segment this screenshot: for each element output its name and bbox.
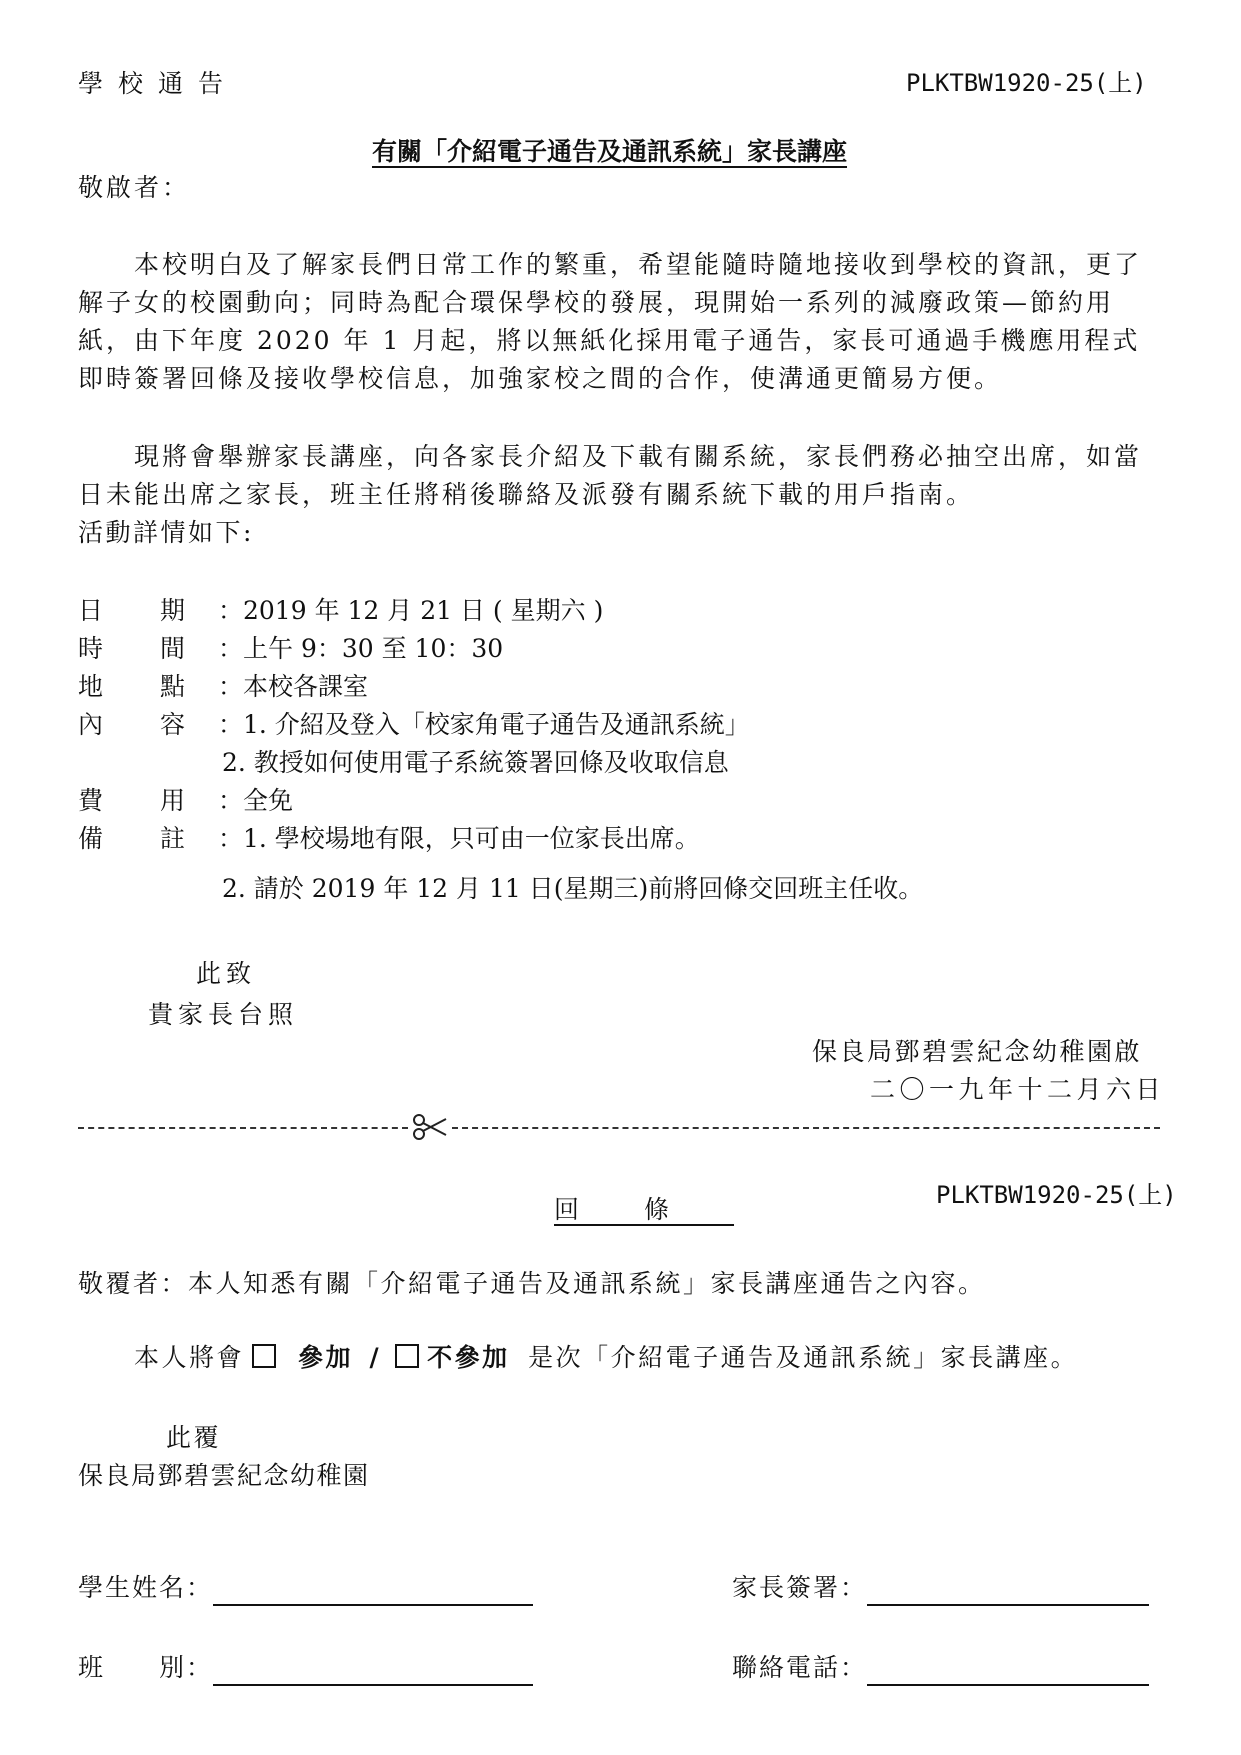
detail-remark-1: ：1. 學校場地有限，只可由一位家長出席。 [218, 824, 700, 853]
closing-zhi: 此致 [196, 959, 257, 988]
detail-place-value: ：本校各課室 [218, 672, 369, 701]
scissors-icon [412, 1113, 448, 1141]
class-label: 班 別： [78, 1653, 214, 1682]
phone-label: 聯絡電話： [732, 1653, 868, 1682]
notice-header-label: 學校通告 [78, 69, 239, 98]
phone-input[interactable] [867, 1654, 1149, 1686]
detail-place: 地 點 ：本校各課室 [78, 672, 369, 701]
not-attend-label: 不參加 [427, 1343, 510, 1372]
reply-reference: PLKTBW1920-25(上) [936, 1181, 1177, 1209]
detail-remarks: 備 註 ：1. 學校場地有限，只可由一位家長出席。 [78, 824, 700, 853]
not-attend-checkbox[interactable] [395, 1344, 419, 1368]
detail-date-value: ：2019 年 12 月 21 日 ( 星期六 ) [218, 596, 604, 625]
attendance-separator: / [369, 1343, 382, 1372]
salutation: 敬啟者： [78, 173, 191, 202]
details-intro: 活動詳情如下: [78, 518, 254, 547]
notice-reference: PLKTBW1920-25(上) [906, 69, 1147, 97]
student-name-input[interactable] [213, 1574, 533, 1606]
parent-sign-input[interactable] [867, 1574, 1149, 1606]
cut-line [78, 1113, 1160, 1143]
detail-fee: 費 用 ：全免 [78, 786, 294, 815]
detail-content-item-2: 2. 教授如何使用電子系統簽署回條及收取信息 [222, 748, 729, 777]
reply-statement: 敬覆者：本人知悉有關「介紹電子通告及通訊系統」家長講座通告之內容。 [78, 1269, 986, 1298]
reply-title: 回條 [554, 1195, 735, 1224]
detail-remark-2: 2. 請於 2019 年 12 月 11 日(星期三)前將回條交回班主任收。 [222, 874, 924, 903]
signature-date: 二〇一九年十二月六日 [870, 1075, 1166, 1104]
attend-checkbox[interactable] [252, 1344, 276, 1368]
reply-will-suffix: 是次「介紹電子通告及通訊系統」家長講座。 [528, 1343, 1079, 1372]
reply-school: 保良局鄧碧雲紀念幼稚園 [78, 1461, 370, 1490]
class-input[interactable] [213, 1654, 533, 1686]
student-name-label: 學生姓名： [78, 1573, 214, 1602]
detail-date: 日 期 ：2019 年 12 月 21 日 ( 星期六 ) [78, 596, 604, 625]
closing-addressee: 貴家長台照 [148, 1000, 299, 1029]
paragraph-intro: 本校明白及了解家長們日常工作的繁重，希望能隨時隨地接收到學校的資訊，更了解子女的校園動向；同時為配合環保學校的發展，現開始一系列的減廢政策—節約用紙，由下年度 2020 年 1 月起，將以無紙化採用電子通告，家長可通過手機應用程式即時簽署回條及接收學校信息，加強家校之間的合作，使溝通更簡易方便。 [78, 250, 1143, 393]
detail-time: 時 間 ：上午 9：30 至 10：30 [78, 634, 504, 663]
phone-field [732, 1650, 1149, 1686]
student-name-field [78, 1570, 533, 1606]
detail-content: 內 容 ：1. 介紹及登入「校家角電子通告及通訊系統」 [78, 710, 750, 739]
detail-fee-value: ：全免 [218, 786, 294, 815]
parent-sign-field [732, 1570, 1149, 1606]
reply-closing: 此覆 [166, 1423, 222, 1452]
reply-will-prefix: 本人將會 [134, 1343, 245, 1372]
parent-sign-label: 家長簽署： [732, 1573, 868, 1602]
class-field [78, 1650, 533, 1686]
detail-content-item-1: ：1. 介紹及登入「校家角電子通告及通訊系統」 [218, 710, 750, 739]
detail-time-value: ：上午 9：30 至 10：30 [218, 634, 504, 663]
paragraph-seminar: 現將會舉辦家長講座，向各家長介紹及下載有關系統，家長們務必抽空出席，如當日未能出席之家長，班主任將稍後聯絡及派發有關系統下載的用戶指南。 [78, 442, 1143, 509]
attend-label: 參加 [298, 1343, 354, 1372]
signature-school: 保良局鄧碧雲紀念幼稚園啟 [812, 1037, 1143, 1066]
notice-title: 有關「介紹電子通告及通訊系統」家長講座 [372, 137, 848, 166]
reply-attendance-line [134, 1340, 1078, 1376]
